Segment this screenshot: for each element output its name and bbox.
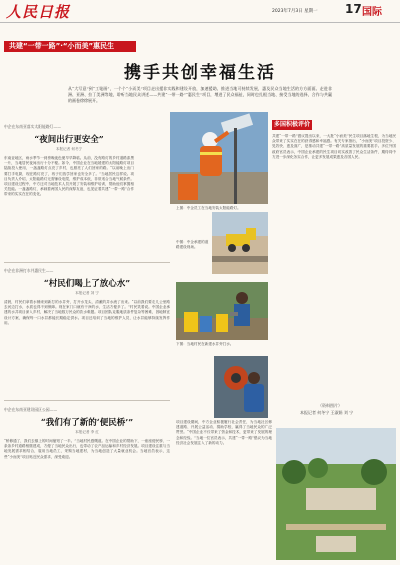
section-divider — [4, 262, 170, 263]
sidebar-credit: （资料图片） — [318, 403, 342, 408]
issue-date: 2023年7月3日 星期一 — [272, 9, 318, 14]
photo-park — [276, 428, 396, 560]
story-continued — [176, 420, 272, 558]
photo-road-construction — [212, 212, 268, 274]
water-well-illustration — [176, 282, 268, 340]
story-body: 东南亚地区，雨水季节一到傍晚夜色便早早降临。从前，没有路灯的乡村道路漆黑一片，当地居民夜间出行十分不便。如今，中国企业在当地援建的太阳能路灯项目陆续投入使用，一盏盏路灯点亮了乡村，也照亮了人们回家的路。“以前晚上出门要打手电筒，现在路灯亮了，孩子们放学回家也安全多了。”当地居民这样说。项目负责人介绍，太阳能路灯无需铺设电缆，维护成本低，非常适合当地气候条件。项目建设过程中，中方还对当地技术人员开展了安装和维护培训，帮助他们掌握相关技能。一盏盏路灯，承载着两国人民的深厚友谊，也见证着共建“一带一路”合作带来的实实在在的变化。 — [4, 156, 134, 197]
photo-technician — [214, 356, 268, 418]
newspaper-logo: 人民日报 — [6, 3, 71, 21]
story-kicker: 中企在非洲打水井惠民生—— — [4, 268, 54, 273]
park-illustration — [276, 428, 396, 560]
topic-banner: 共建“一带一路”·“小而美”惠民生 — [4, 41, 136, 52]
photo-caption: 中图：中企承建的道路建设现场。 — [176, 240, 209, 249]
road-construction-illustration — [212, 212, 268, 274]
story-water-wells — [4, 268, 170, 394]
streetlight-worker-illustration — [170, 112, 268, 204]
story-body: “桥修通了，我们去镇上的时间缩短了一半。”当地村民感慨道。在中国企业的帮助下，一座座便民桥、一条条乡村道路相继建成，方便了当地民众出行，也带动了农产品运输和乡村经济发展。项目建设注重与当地发展需求相结合，雇用当地员工，采购当地建材，为当地创造了大量就业机会。当地官员表示，这些“小而美”项目贴近民众需求，深受欢迎。 — [4, 439, 170, 459]
story-kicker: 中企在东南亚建设园区公园—— — [4, 407, 58, 412]
sidebar-reporters: 本报记者 何冬宁 王淑娟 刘 宁 — [300, 410, 354, 415]
section-divider — [4, 400, 170, 401]
lead-paragraph: 从“大写意”到“工笔画”，一个个“小而美”项目走出援非实践和建设开放，加速援助、推进当地可持续发展，惠及民众当地生活的方方面面。走进非洲、亚洲、拉丁美洲等地，聆听当地民众讲述——共建“一带一路”“惠民生”项目，增进了民众福祉，同时也扎根当地、接受当地的选择，合作与共赢的画卷徐徐展开。 — [68, 86, 332, 103]
photo-water-well — [176, 282, 268, 340]
story-title: “村民们喝上了放心水” — [43, 279, 131, 289]
sidebar-heading: 多国积极评价 — [273, 121, 310, 128]
photo-streetlight-worker — [170, 112, 268, 204]
photo-caption: 下图：当地村民在新建水井旁打水。 — [176, 342, 234, 346]
story-body: 清晨，村民们拿着水桶来到新打的水井旁，打开水龙头，清澈的井水流了出来。“以前我们要走几公里路去河边打水，水质也得不到保障。现在家门口就有干净的水，生活方便多了。”村民笑着说。中国企业承建的水井项目深入乡村，解决了当地数万民众的饮水难题。项目团队克服地质条件复杂等困难，因地制宜设计方案，确保每一口水井都能长期稳定供水。项目还培训了当地的维护人员，让水井能够持续发挥作用。 — [4, 300, 170, 325]
page-number: 17 — [345, 2, 362, 16]
sidebar-commentary — [272, 134, 396, 396]
story-streetlights — [4, 124, 134, 252]
story-kicker: 中企在东南亚落实太阳能路灯—— — [4, 124, 61, 129]
section-name: 国际 — [362, 7, 382, 18]
story-title: “夜间出行更安全” — [34, 135, 104, 145]
story-body: 项目建设期间，中方企业积极履行社会责任，为当地社区修建道路、开展公益活动、捐助学校，赢得了当地民众的广泛赞誉。“中国企业不仅带来了资金和技术，更带来了发展的理念和经验。”当地一位官员表示，共建“一带一路”倡议为当地经济社会发展注入了新的动力。 — [176, 420, 272, 445]
photo-caption: 上图：中企员工在当地安装太阳能路灯。 — [176, 206, 241, 210]
story-byline: 本报记者 刘 宁 — [75, 291, 99, 295]
sidebar-body: 共建“一带一路”倡议提出以来，一大批“小而美”民生项目落地生根，为当地民众带来了实实在在的获得感和幸福感。有关专家指出，“小而美”项目投资少、见效快、惠及面广，是推动共建“一带一路”高质量发展的重要抓手。多位外国政府官员表示，中国企业承建的民生项目切实改善了民众生活条件，期待同中方进一步深化务实合作，让更多发展成果惠及各国人民。 — [272, 134, 396, 159]
story-byline: 本报记者 李 红 — [75, 430, 99, 434]
story-bridge — [4, 407, 170, 557]
page-headline: 携手共创幸福生活 — [124, 63, 276, 83]
story-byline: 本报记者 何冬宁 — [55, 147, 83, 151]
masthead — [0, 0, 400, 23]
story-title: “我们有了新的‘便民桥’” — [40, 418, 134, 428]
technician-illustration — [214, 356, 268, 418]
